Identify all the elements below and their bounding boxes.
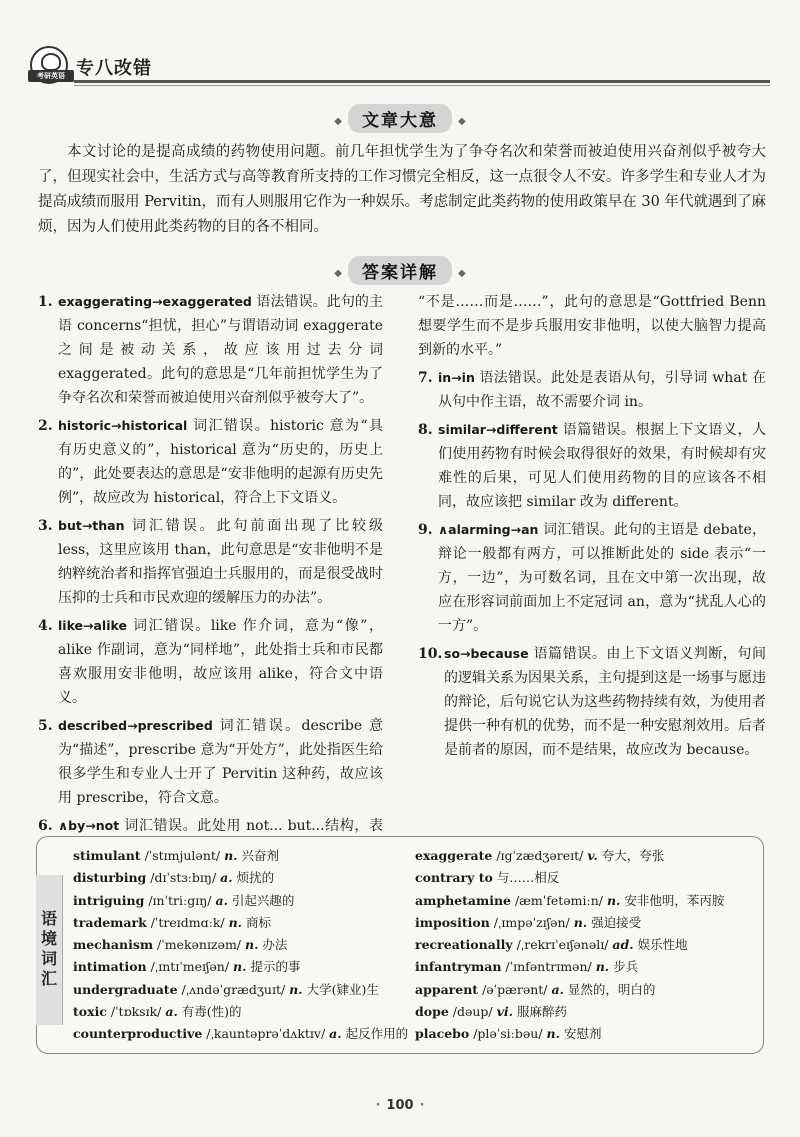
answer-correction: exaggerating→exaggerated bbox=[58, 294, 252, 309]
vocabulary-tab-label: 语境词汇 bbox=[40, 909, 57, 988]
vocab-entry: trademark /ˈtreɪdmɑːk/ n. 商标 bbox=[73, 914, 272, 930]
answer-item bbox=[418, 518, 766, 638]
answer-correction: but→than bbox=[58, 518, 125, 533]
vocabulary-tab bbox=[36, 875, 63, 1025]
answer-number: 8. bbox=[418, 422, 433, 438]
answer-item bbox=[38, 414, 383, 510]
vocab-entry: amphetamine /æmˈfetəmiːn/ n. 安非他明，苯丙胺 bbox=[415, 892, 725, 908]
answer-item bbox=[38, 514, 383, 610]
answers-right-column bbox=[418, 290, 766, 766]
vocabulary-right-column bbox=[415, 845, 755, 1046]
answer-explanation: 语篇错误。根据上下文语义，人们使用药物有时候会取得很好的效果，有时候却有灾难性的后果，可见人们使用药物的目的应该各不相同，故应该把 similar 改为 different。 bbox=[438, 422, 766, 510]
answer-item bbox=[38, 614, 383, 710]
vocab-entry: contrary to 与……相反 bbox=[415, 870, 560, 886]
answer-explanation: 词汇错误。historic 意为“具有历史意义的”，historical 意为“历史的，历史上的”，此处要表达的意思是“安非他明的起源有历史先例”，故应改为 historical，符合上下文语义。 bbox=[58, 418, 383, 506]
diamond-icon: ◆ bbox=[334, 268, 342, 279]
answer-explanation: 语篇错误。由上下文语义判断，句间的逻辑关系为因果关系，主句提到这是一场事与愿违的辩论，后句说它认为这些药物持续有效，为使用者提供一种有机的优势，而不是一种安慰剂效用。后者是前者的原因，而不是结果，故应改为 because。 bbox=[444, 646, 766, 758]
answer-number: 7. bbox=[418, 370, 433, 386]
answer-correction: so→because bbox=[444, 646, 529, 661]
page-number: 100 bbox=[386, 1098, 414, 1113]
vocab-entry: counterproductive /ˌkauntəprəˈdʌktɪv/ a. 起反作用的 bbox=[73, 1026, 409, 1042]
page-footer: · 100 · bbox=[375, 1098, 425, 1113]
vocab-entry: placebo /pləˈsiːbəu/ n. 安慰剂 bbox=[415, 1026, 602, 1042]
diamond-icon: ◆ bbox=[458, 268, 466, 279]
answer-correction: like→alike bbox=[58, 618, 127, 633]
answer-number: 2. bbox=[38, 418, 53, 434]
answer-explanation: 语法错误。此处是表语从句，引导词 what 在从句中作主语，故不需要介词 in。 bbox=[438, 370, 766, 410]
vocab-entry: infantryman /ˈɪnfəntrɪmən/ n. 步兵 bbox=[415, 959, 639, 975]
logo-icon bbox=[30, 46, 68, 84]
answer-explanation: 词汇错误。此句的主语是 debate，辩论一般都有两方，可以推断此处的 side 表示“一方，一边”，为可数名词，且在文中第一次出现，故应在形容词前面加上不定冠词 an，意为“扰乱人心的一方”。 bbox=[438, 522, 766, 634]
vocab-entry: intimation /ˌɪntɪˈmeɪʃən/ n. 提示的事 bbox=[73, 959, 301, 975]
vocab-entry: dope /dəup/ vi. 服麻醉药 bbox=[415, 1004, 567, 1020]
answer-number: 6. bbox=[38, 818, 53, 834]
summary-heading bbox=[0, 104, 800, 133]
answer-item bbox=[38, 714, 383, 810]
summary-paragraph: 本文讨论的是提高成绩的药物使用问题。前几年担忧学生为了争夺名次和荣誉而被迫使用兴奋剂似乎被夸大了，但现实社会中，生活方式与高等教育所支持的工作习惯完全相反，这一点很令人不安。许多学生和专业人才为提高成绩而服用 Pervitin，而有人则服用它作为一种娱乐。考虑制定此类药物的使用政策早在 30 年代就遇到了麻烦，因为人们使用此类药物的目的各不相同。 bbox=[38, 144, 766, 235]
answer-number: 9. bbox=[418, 522, 433, 538]
answer-explanation: 词汇错误。此句前面出现了比较级 less，这里应该用 than，此句意思是“安非他明不是纳粹统治者和指挥官强迫士兵服用的，而是很受战时压抑的士兵和市民欢迎的缓解压力的办法”。 bbox=[58, 518, 383, 606]
answer-item bbox=[418, 642, 766, 762]
answers-heading bbox=[0, 256, 800, 285]
vocab-entry: intriguing /ɪnˈtriːgɪŋ/ a. 引起兴趣的 bbox=[73, 892, 295, 908]
answer-explanation: 语法错误。此句的主语 concerns“担忧，担心”与谓语动词 exaggerate 之间是被动关系，故应该用过去分词 exaggerated。此句的意思是“几年前担忧学生为了争夺名次和荣誉而被迫使用兴奋剂似乎被夸大了”。 bbox=[58, 294, 383, 406]
vocab-entry: apparent /əˈpærənt/ a. 显然的，明白的 bbox=[415, 981, 656, 997]
answer-number: 1. bbox=[38, 294, 53, 310]
page-header bbox=[30, 42, 770, 86]
answer-correction: ∧by→not bbox=[58, 818, 120, 833]
answer-item bbox=[38, 290, 383, 410]
diamond-icon: ◆ bbox=[458, 116, 466, 127]
answer-item bbox=[418, 366, 766, 414]
header-title: 专八改错 bbox=[76, 58, 152, 79]
vocabulary-box bbox=[36, 836, 764, 1054]
vocab-entry: mechanism /ˈmekənɪzəm/ n. 办法 bbox=[73, 937, 288, 953]
vocab-entry: undergraduate /ˌʌndəˈgrædʒuɪt/ n. 大学(肄业)生 bbox=[73, 981, 379, 997]
answers-left-column bbox=[38, 290, 383, 866]
vocab-entry: toxic /ˈtɒksɪk/ a. 有毒(性)的 bbox=[73, 1004, 242, 1020]
answer-number: 3. bbox=[38, 518, 53, 534]
answer-number: 4. bbox=[38, 618, 53, 634]
vocab-entry: imposition /ˌɪmpəˈzɪʃən/ n. 强迫接受 bbox=[415, 914, 642, 930]
answer-correction: in→in bbox=[438, 370, 475, 385]
logo-text: 考研英语 bbox=[28, 70, 74, 82]
answer-continuation: “不是……而是……”，此句的意思是“Gottfried Benn 想要学生而不是步兵服用安非他明，以使大脑智力提高到新的水平。” bbox=[418, 294, 766, 358]
answer-correction: similar→different bbox=[438, 422, 558, 437]
answer-correction: historic→historical bbox=[58, 418, 188, 433]
vocab-entry: disturbing /dɪˈstɜːbɪŋ/ a. 烦扰的 bbox=[73, 870, 275, 886]
diamond-icon: ◆ bbox=[334, 116, 342, 127]
vocab-entry: stimulant /ˈstɪmjulənt/ n. 兴奋剂 bbox=[73, 848, 280, 863]
vocabulary-left-column bbox=[73, 845, 413, 1046]
answers-heading-label: 答案详解 bbox=[348, 256, 452, 285]
answer-explanation: 词汇错误。like 作介词，意为“像”，alike 作副词，意为“同样地”，此处指士兵和市民都喜欢服用安非他明，故应该用 alike，符合文中语义。 bbox=[58, 618, 383, 706]
answer-explanation: 词汇错误。此处用 not... but...结构，表 bbox=[124, 818, 383, 834]
header-divider bbox=[74, 80, 770, 83]
answer-number: 5. bbox=[38, 718, 53, 734]
header-divider-thin bbox=[74, 85, 770, 86]
answer-number: 10. bbox=[418, 646, 443, 662]
answer-explanation: 词汇错误。describe 意为“描述”，prescribe 意为“开处方”，此处指医生给很多学生和专业人士开了 Pervitin 这种药，故应该用 prescribe，符合文意。 bbox=[58, 718, 383, 806]
vocab-entry: exaggerate /ɪgˈzædʒəreɪt/ v. 夸大，夸张 bbox=[415, 848, 665, 863]
answer-correction: ∧alarming→an bbox=[438, 522, 539, 537]
answer-correction: described→prescribed bbox=[58, 718, 213, 733]
answer-item bbox=[418, 418, 766, 514]
summary-heading-label: 文章大意 bbox=[348, 104, 452, 133]
vocab-entry: recreationally /ˌrekrɪˈeɪʃənəlɪ/ ad. 娱乐性地 bbox=[415, 937, 688, 953]
